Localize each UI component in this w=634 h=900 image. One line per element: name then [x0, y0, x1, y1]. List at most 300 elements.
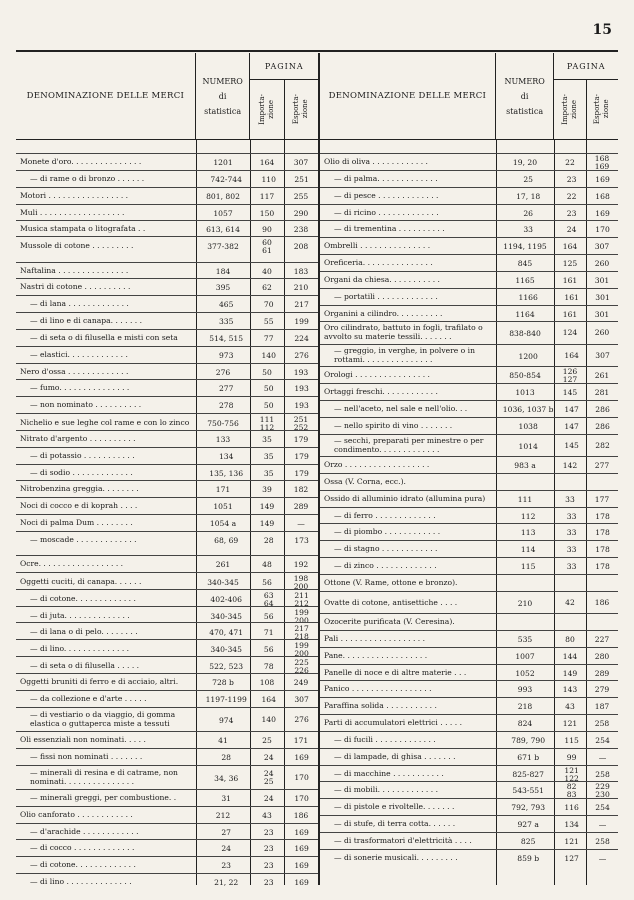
header-name: DENOMINAZIONE DELLE MERCI	[16, 53, 196, 139]
table-row	[320, 591, 618, 614]
import-page: 33	[566, 562, 577, 571]
export-page: 307	[594, 242, 610, 251]
table-row	[16, 312, 318, 330]
export-page: 186	[594, 599, 610, 607]
import-page: 50	[263, 384, 274, 393]
statistics-number: 28	[221, 753, 232, 762]
export-page: 170	[595, 225, 610, 234]
statistics-number: 927 a	[517, 820, 539, 829]
import-page: 35	[262, 435, 272, 444]
merchandise-name: — da collezione e d'arte . . . . .	[30, 695, 147, 704]
statistics-number: 115	[520, 562, 536, 571]
export-page: 173	[294, 536, 309, 545]
merchandise-name: Orologi . . . . . . . . . . . . . . . .	[324, 371, 430, 380]
merchandise-name: Ossido di alluminio idrato (allumina pura)	[324, 495, 486, 504]
import-page: 43	[565, 702, 575, 711]
table-row	[320, 366, 618, 384]
merchandise-name: Parti di accumulatori elettrici . . . . .	[324, 719, 462, 728]
right-table-body	[320, 140, 618, 885]
import-page: 42	[565, 599, 575, 607]
table-row	[16, 278, 318, 296]
table-row	[320, 271, 618, 289]
left-column-block	[16, 53, 320, 885]
table-row	[16, 789, 318, 807]
import-page: 71	[263, 628, 274, 637]
export-page: 169	[294, 844, 309, 853]
import-page: 55	[263, 317, 274, 326]
left-table-body	[16, 140, 318, 885]
statistics-number: 114	[520, 545, 536, 554]
export-page: 169	[595, 175, 610, 184]
table-row	[320, 288, 618, 306]
table-row	[320, 187, 618, 205]
export-page: 260	[594, 259, 610, 268]
import-page: 50	[262, 368, 272, 377]
export-page: 307	[595, 352, 610, 360]
statistics-number: 993	[517, 685, 533, 694]
export-page: 281	[594, 388, 610, 397]
export-page: 229 230	[595, 782, 610, 799]
export-page: 169	[595, 209, 610, 218]
import-page: 121	[564, 837, 579, 846]
header-pagina	[554, 53, 618, 139]
export-page: 198 200	[293, 574, 309, 591]
table-row	[320, 798, 618, 816]
right-column-block	[320, 53, 618, 885]
header-number-line1: NUMERO	[202, 76, 243, 86]
export-page: 254	[595, 803, 610, 812]
statistics-number: 41	[218, 736, 228, 745]
export-page: 193	[294, 401, 309, 410]
export-page: 208	[293, 242, 309, 251]
export-page: 187	[594, 702, 610, 711]
merchandise-name: Musica stampata o litografata . .	[20, 225, 146, 234]
statistics-number: 838-840	[509, 328, 541, 338]
statistics-number: 1038	[518, 422, 538, 431]
import-page: 147	[564, 422, 579, 431]
merchandise-name: — di lino e di canapa. . . . . . .	[30, 317, 143, 326]
merchandise-name: — di potassio . . . . . . . . . . .	[30, 452, 135, 461]
import-page: 24	[263, 794, 274, 803]
statistics-number: 261	[215, 560, 231, 569]
header-number	[496, 53, 555, 139]
export-page: 179	[294, 452, 309, 461]
export-page: 279	[594, 685, 610, 694]
table-row	[320, 220, 618, 238]
statistics-number: 1165	[515, 276, 535, 285]
header-pagina-title: PAGINA	[250, 53, 318, 80]
export-page: 177	[594, 495, 610, 504]
statistics-number: 113	[520, 528, 536, 537]
import-page: 33	[566, 528, 577, 537]
import-page: 22	[566, 192, 577, 201]
merchandise-name: Motori . . . . . . . . . . . . . . . . .	[20, 192, 129, 201]
table-row	[320, 344, 618, 367]
import-page: 35	[263, 469, 274, 478]
right-table-header	[320, 53, 618, 140]
table-row	[320, 647, 618, 665]
merchandise-index-table	[16, 53, 618, 885]
import-page: 90	[262, 225, 272, 234]
import-page: 150	[259, 209, 275, 218]
header-number-line2: di	[218, 91, 227, 101]
merchandise-name: Ossa (V. Corna, ecc.).	[324, 478, 406, 487]
import-page: 115	[564, 736, 579, 745]
export-page: 251	[294, 175, 309, 184]
merchandise-name: Pane. . . . . . . . . . . . . . . . . .	[324, 652, 428, 661]
merchandise-name: Pali . . . . . . . . . . . . . . . . . .	[324, 635, 426, 644]
statistics-number: 111	[517, 495, 533, 504]
export-page: 199 200	[294, 608, 309, 625]
import-page: 25	[262, 736, 272, 745]
table-row	[16, 430, 318, 448]
page-number: 15	[592, 22, 612, 38]
merchandise-name: — di trementina . . . . . . . . . .	[334, 225, 445, 234]
import-page: 23	[566, 175, 577, 184]
export-page: 171	[293, 736, 309, 745]
import-page: 111 112	[259, 415, 275, 432]
statistics-number: 133	[215, 435, 231, 444]
merchandise-name: — di zinco . . . . . . . . . . . . .	[334, 562, 437, 571]
table-row	[320, 781, 618, 799]
export-page: 254	[595, 736, 610, 745]
statistics-number: 859 b	[517, 854, 540, 863]
export-page: 211 212	[294, 591, 309, 608]
table-row	[16, 555, 318, 573]
export-page: 286	[595, 422, 610, 431]
import-page: 164	[564, 352, 579, 360]
import-page: 125	[562, 259, 578, 268]
merchandise-name: — di ricino . . . . . . . . . . . . .	[334, 209, 439, 218]
import-page: 23	[263, 861, 274, 870]
export-page: 261	[594, 371, 610, 380]
import-page: 56	[263, 612, 274, 621]
table-row	[16, 673, 318, 691]
export-page: 179	[293, 435, 309, 444]
export-page: 276	[294, 351, 309, 360]
import-page: 33	[566, 545, 577, 554]
export-page: 199	[294, 317, 309, 326]
merchandise-name: — di fucili . . . . . . . . . . . . .	[334, 736, 436, 745]
export-page: 301	[594, 310, 610, 319]
statistics-number: 68, 69	[214, 536, 239, 545]
import-page: 149	[259, 502, 275, 511]
merchandise-name: Muli . . . . . . . . . . . . . . . . . .	[20, 209, 125, 218]
merchandise-name: — di lino . . . . . . . . . . . . . .	[30, 878, 132, 887]
merchandise-name: — di juta. . . . . . . . . . . . . .	[30, 612, 130, 621]
export-page: 179	[294, 469, 309, 478]
statistics-number: 112	[520, 512, 536, 521]
export-page: 217 218	[294, 624, 309, 641]
statistics-number: 33	[523, 225, 533, 234]
table-row	[16, 531, 318, 549]
export-page: 251 252	[293, 415, 309, 432]
table-row	[320, 153, 618, 171]
table-row	[16, 856, 318, 874]
merchandise-name: — di palma. . . . . . . . . . . . .	[334, 175, 438, 184]
merchandise-name: — di lino. . . . . . . . . . . . . .	[30, 645, 130, 654]
header-number-line2: di	[520, 91, 529, 101]
statistics-number: 824	[517, 719, 533, 728]
merchandise-name: Organi da chiesa. . . . . . . . . . .	[324, 276, 440, 285]
merchandise-name: Oli essenziali non nominati. . . . .	[20, 736, 146, 745]
import-page: 117	[259, 192, 275, 201]
import-page: 110	[261, 175, 276, 184]
export-page: 301	[594, 276, 610, 285]
statistics-number: 1051	[213, 502, 233, 511]
import-page: 78	[263, 662, 274, 671]
merchandise-name: — portatili . . . . . . . . . . . . .	[334, 293, 438, 302]
export-page: 258	[594, 719, 610, 728]
statistics-number: 671 b	[517, 753, 540, 762]
import-page: 40	[262, 267, 272, 276]
export-page: 193	[293, 368, 309, 377]
statistics-number: 278	[218, 401, 234, 410]
table-row	[16, 707, 318, 732]
merchandise-name: — di vestiario o da viaggio, di gomma elastica o guttaperca miste a tessuti	[30, 711, 176, 728]
import-page: 99	[566, 753, 577, 762]
merchandise-name: Naftalina . . . . . . . . . . . . . . .	[20, 267, 129, 276]
statistics-number: 26	[523, 209, 533, 218]
import-page: 134	[564, 820, 579, 829]
merchandise-name: Nitrobenzina greggia. . . . . . . .	[20, 485, 139, 494]
merchandise-name: Oreficeria. . . . . . . . . . . . . . .	[324, 259, 433, 268]
merchandise-name: — di macchine . . . . . . . . . . .	[334, 770, 444, 779]
export-page: 193	[294, 384, 309, 393]
import-page: 121	[562, 719, 578, 728]
import-page: 48	[262, 560, 272, 569]
merchandise-name: — di cotone. . . . . . . . . . . . .	[30, 595, 136, 604]
import-page: 63 64	[263, 591, 274, 608]
export-page: 168 169	[594, 154, 610, 171]
statistics-number: 212	[215, 811, 231, 820]
statistics-number: 535	[517, 635, 533, 644]
table-row	[16, 873, 318, 891]
table-row	[320, 748, 618, 766]
table-row	[320, 321, 618, 344]
merchandise-name: Mussole di cotone . . . . . . . . .	[20, 242, 134, 251]
export-page: 258	[595, 837, 610, 846]
merchandise-name: Olio di oliva . . . . . . . . . . . .	[324, 158, 428, 167]
import-page: 116	[564, 803, 579, 812]
export-page: 199 200	[294, 641, 309, 658]
statistics-number: 792, 793	[511, 803, 546, 812]
table-row	[16, 731, 318, 749]
table-row	[320, 630, 618, 648]
merchandise-name: Olio canforato . . . . . . . . . . . .	[20, 811, 133, 820]
import-page: 161	[562, 310, 578, 319]
statistics-number: 465	[218, 300, 234, 309]
statistics-number: 470, 471	[209, 628, 244, 637]
merchandise-name: Ombrelli . . . . . . . . . . . . . . .	[324, 242, 431, 251]
export-page: —	[598, 854, 607, 863]
export-page: 289	[293, 502, 309, 511]
statistics-number: 789, 790	[511, 736, 546, 745]
table-row	[320, 849, 618, 867]
export-page: 210	[293, 283, 309, 292]
table-row	[320, 574, 618, 592]
import-page: 62	[262, 283, 272, 292]
import-page: 24	[263, 753, 274, 762]
table-row	[320, 456, 618, 474]
import-page: 77	[263, 334, 274, 343]
statistics-number: 514, 515	[209, 334, 244, 343]
merchandise-name: — fissi non nominati . . . . . . .	[30, 753, 143, 762]
statistics-number: 742-744	[210, 175, 242, 184]
merchandise-name: — di ferro . . . . . . . . . . . . .	[334, 512, 436, 521]
merchandise-name: — di seta o di filusella e misti con seta	[30, 334, 178, 343]
merchandise-name: — di cotone. . . . . . . . . . . . .	[30, 861, 136, 870]
merchandise-name: Ottone (V. Rame, ottone e bronzo).	[324, 579, 458, 588]
statistics-number: 1013	[515, 388, 535, 397]
statistics-number: 750-756	[207, 419, 239, 428]
table-row	[320, 434, 618, 457]
export-page: 169	[294, 878, 309, 887]
top-rule	[16, 50, 618, 52]
merchandise-name: — di rame o di bronzo . . . . . .	[30, 175, 145, 184]
statistics-number: 825	[520, 837, 536, 846]
merchandise-name: — di stagno . . . . . . . . . . . .	[334, 545, 438, 554]
table-row	[320, 400, 618, 418]
table-row	[16, 497, 318, 515]
export-page: 282	[595, 442, 610, 450]
statistics-number: 973	[218, 351, 234, 360]
table-row	[320, 680, 618, 698]
import-page: 28	[263, 536, 274, 545]
merchandise-name: — di seta o di filusella . . . . .	[30, 662, 140, 671]
table-row	[320, 815, 618, 833]
export-page: 224	[294, 334, 309, 343]
merchandise-name: — di mobili. . . . . . . . . . . . .	[334, 786, 438, 795]
statistics-number: 801, 802	[206, 192, 240, 201]
merchandise-name: — d'arachide . . . . . . . . . . . .	[30, 828, 139, 837]
import-page: 161	[562, 276, 578, 285]
header-number-line3: statistica	[506, 106, 544, 116]
statistics-number: 21, 22	[214, 878, 239, 887]
left-table-header	[16, 53, 318, 140]
table-row	[16, 170, 318, 188]
header-number-line1: NUMERO	[504, 76, 545, 86]
merchandise-name: — di sodio . . . . . . . . . . . . .	[30, 469, 133, 478]
import-page: 33	[566, 512, 577, 521]
export-page: 258	[595, 770, 610, 779]
merchandise-name: Oro cilindrato, battuto in fogli, trafilato o avvolto su materie tessili. . . . . . .	[324, 324, 483, 341]
import-page: 39	[262, 485, 272, 494]
statistics-number: 31	[221, 794, 232, 803]
export-page: —	[598, 753, 607, 762]
export-page: 276	[294, 716, 309, 724]
merchandise-name: Organini a cilindro. . . . . . . . . .	[324, 310, 443, 319]
merchandise-name: Panelle di noce e di altre materie . . .	[324, 669, 467, 678]
export-page: 290	[293, 209, 309, 218]
table-row	[320, 383, 618, 401]
import-page: 124	[562, 329, 578, 337]
merchandise-name: Nastri di cotone . . . . . . . . . .	[20, 283, 131, 292]
table-row	[16, 748, 318, 766]
statistics-number: 1197-1199	[205, 695, 247, 704]
header-importazione: Importa- zione	[258, 94, 276, 125]
table-row	[16, 690, 318, 708]
merchandise-name: Panico . . . . . . . . . . . . . . . . .	[324, 685, 432, 694]
statistics-number: 395	[215, 283, 231, 292]
export-page: 225 226	[294, 658, 309, 675]
merchandise-name: Monete d'oro. . . . . . . . . . . . . . .	[20, 158, 142, 167]
statistics-number: 17, 18	[516, 192, 541, 201]
import-page: 164	[261, 695, 276, 704]
statistics-number: 1194, 1195	[503, 242, 547, 251]
merchandise-name: — fumo. . . . . . . . . . . . . . .	[30, 384, 130, 393]
statistics-number: 19, 20	[512, 158, 538, 167]
table-row	[320, 731, 618, 749]
statistics-number: 27	[221, 828, 232, 837]
header-pagina-title: PAGINA	[554, 53, 618, 80]
export-page: 307	[293, 158, 309, 167]
export-page: 169	[294, 753, 309, 762]
export-page: 169	[294, 861, 309, 870]
statistics-number: 340-345	[210, 612, 242, 621]
header-pagina-sub	[250, 80, 318, 139]
statistics-number: 613, 614	[206, 225, 240, 234]
import-page: 70	[263, 300, 274, 309]
table-row	[16, 379, 318, 397]
import-page: 142	[562, 461, 578, 470]
import-page: 22	[565, 158, 575, 167]
statistics-number: 340-345	[207, 578, 239, 587]
export-page: 182	[293, 485, 309, 494]
header-pagina	[250, 53, 318, 139]
statistics-number: 134	[218, 452, 234, 461]
import-page: 23	[263, 844, 274, 853]
merchandise-name: Nichelio e sue leghe col rame e con lo zinco	[20, 419, 190, 428]
table-row	[320, 557, 618, 575]
export-page: 178	[595, 528, 610, 537]
table-row	[16, 346, 318, 364]
table-row	[320, 832, 618, 850]
import-page: 145	[564, 442, 579, 450]
import-page: 82 83	[566, 782, 577, 799]
import-page: 108	[259, 678, 275, 687]
table-row	[320, 613, 618, 631]
import-page: 23	[263, 828, 274, 837]
merchandise-name: Noci di palma Dum . . . . . . . .	[20, 519, 133, 528]
import-page: 23	[263, 878, 274, 887]
table-row	[16, 480, 318, 498]
table-row	[320, 254, 618, 272]
statistics-number: 34, 36	[214, 773, 239, 783]
statistics-number: 276	[215, 368, 231, 377]
export-page: 301	[595, 293, 610, 302]
export-page: 227	[594, 635, 610, 644]
export-page: 168	[595, 192, 610, 201]
export-page: 192	[293, 560, 309, 569]
export-page: —	[598, 820, 607, 829]
export-page: 170	[294, 794, 309, 803]
export-page: 178	[595, 562, 610, 571]
header-pagina-sub	[554, 80, 618, 139]
import-page: 24	[566, 225, 577, 234]
import-page: 50	[263, 401, 274, 410]
statistics-number: 845	[517, 259, 533, 268]
export-page: 280	[594, 652, 610, 661]
statistics-number: 1007	[515, 652, 535, 661]
import-page: 161	[564, 293, 579, 302]
merchandise-name: — nell'aceto, nel sale e nell'olio. . .	[334, 405, 468, 414]
merchandise-name: — nello spirito di vino . . . . . . .	[334, 422, 453, 431]
export-page: 289	[594, 669, 610, 678]
table-row	[16, 765, 318, 790]
import-page: 126 127	[562, 367, 578, 384]
statistics-number: 1054 a	[209, 519, 237, 528]
